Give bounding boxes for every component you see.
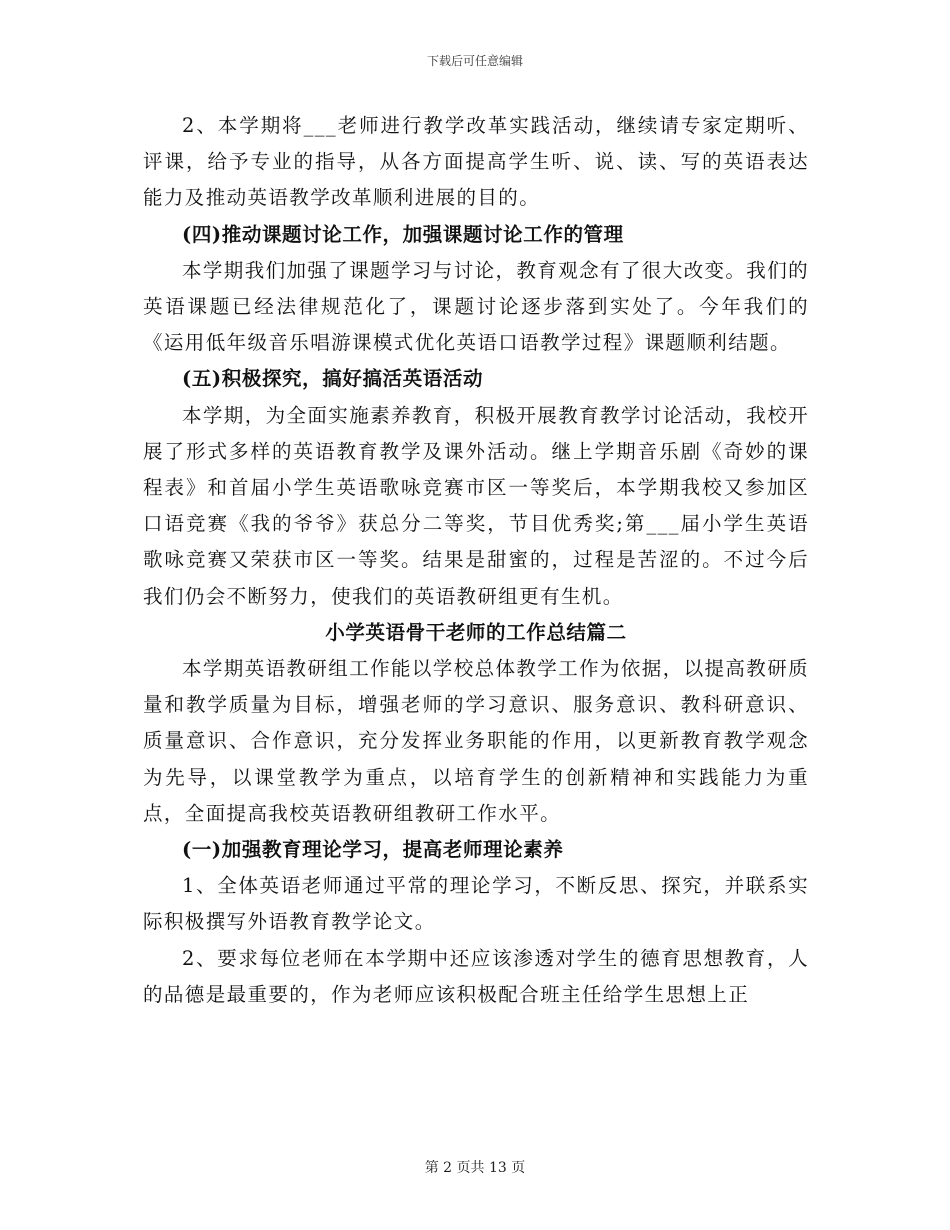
body-paragraph: 本学期我们加强了课题学习与讨论，教育观念有了很大改变。我们的英语课题已经法律规范化了，课题讨论逐步落到实处了。今年我们的《运用低年级音乐唱游课模式优化英语口语教学过程》课题顺利结题。	[143, 258, 810, 355]
subsection-heading: (一)加强教育理论学习，提高老师理论素养	[182, 838, 564, 862]
body-paragraph: 本学期，为全面实施素养教育，积极开展教育教学讨论活动，我校开展了形式多样的英语教育教学及课外活动。继上学期音乐剧《奇妙的课程表》和首届小学生英语歌咏竞赛市区一等奖后，本学期我校又参加区口语竞赛《我的爷爷》获总分二等奖，节目优秀奖;第___届小学生英语歌咏竞赛又荣获市区一等奖。结果是甜蜜的，过程是苦涩的。不过今后我们仍会不断努力，使我们的英语教研组更有生机。	[143, 403, 810, 608]
subsection-heading: (四)推动课题讨论工作，加强课题讨论工作的管理	[182, 222, 624, 246]
body-paragraph: 2、要求每位老师在本学期中还应该渗透对学生的德育思想教育，人的品德是最重要的，作为老师应该积极配合班主任给学生思想上正	[143, 946, 809, 1006]
section-title: 小学英语骨干老师的工作总结篇二	[325, 620, 627, 644]
body-paragraph: 本学期英语教研组工作能以学校总体教学工作为依据，以提高教研质量和教学质量为目标，增强老师的学习意识、服务意识、教科研意识、质量意识、合作意识，充分发挥业务职能的作用，以更新教育教学观念为先导，以课堂教学为重点，以培育学生的创新精神和实践能力为重点，全面提高我校英语教研组教研工作水平。	[143, 657, 810, 825]
body-paragraph: 2、本学期将___老师进行教学改革实践活动，继续请专家定期听、评课，给予专业的指导，从各方面提高学生听、说、读、写的英语表达能力及推动英语教学改革顺利进展的目的。	[143, 114, 809, 210]
subsection-heading: (五)积极探究，搞好搞活英语活动	[182, 367, 484, 391]
body-paragraph: 1、全体英语老师通过平常的理论学习，不断反思、探究，并联系实际积极撰写外语教育教学论文。	[143, 874, 809, 934]
page-number-footer: 第 2 页共 13 页	[424, 1160, 526, 1176]
page-header-note: 下载后可任意编辑	[426, 54, 523, 68]
document-body	[143, 108, 809, 1013]
